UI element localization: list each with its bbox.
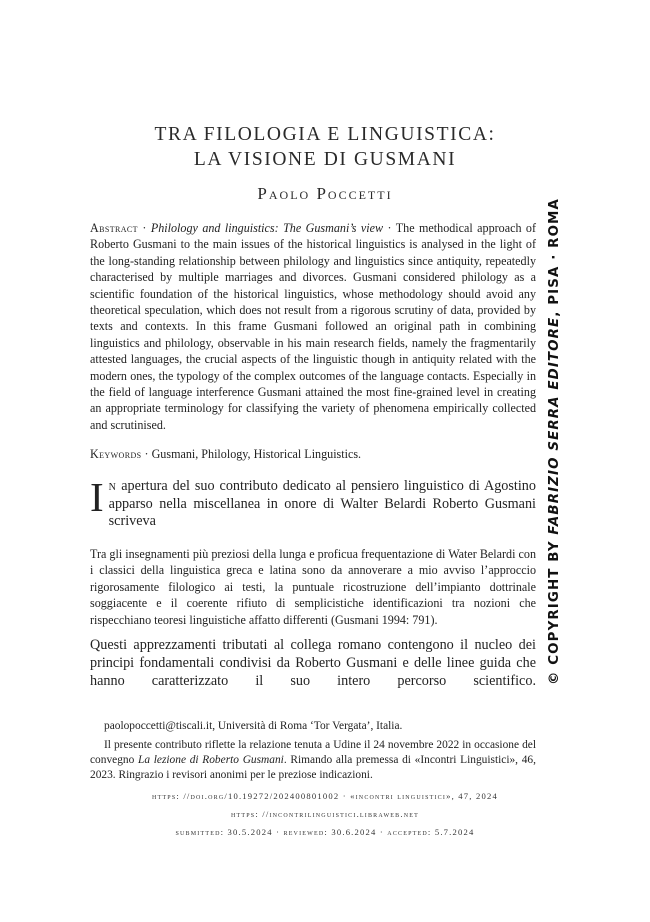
drop-cap: I — [90, 474, 104, 520]
footnote-2-text-a: Il presente contributo riflette la relazione tenuta a Udine il 24 novembre 2022 in occasione del convegno — [90, 739, 536, 766]
abstract-label: Abstract — [90, 221, 138, 235]
keywords — [90, 446, 536, 462]
abstract-separator-2: · — [383, 221, 396, 235]
journal-url: https: //incontrilinguistici.libraweb.net — [231, 809, 419, 819]
abstract-separator: · — [137, 221, 151, 235]
footnote-2-title: La lezione di Roberto Gusmani — [138, 754, 284, 766]
first-word-rest: n — [108, 478, 117, 494]
article-title — [0, 122, 650, 172]
copyright-publisher: FABRIZIO SERRA EDITORE — [547, 316, 562, 535]
footnote-acknowledgement — [90, 738, 536, 783]
abstract-text: The methodical approach of Roberto Gusmani to the main issues of the historical linguistics is analysed in the light of the long-standing relationship between philology and linguistics since antiquity, repeatedly characterised by multiple marriages and divorces. Gusmani considered philology as a scientific foundation of the historical linguistics, whose methodology should avoid any theoretical speculation, which does not result from a rigorous scrutiny of data, provided by texts and contexts. In this frame Gusmani followed an original path in combining linguistics and philology, observable in his main research fields, namely the fragmentarily attested languages, the crucial aspects of the linguistic though in antiquity related with the modern ones, the typology of the complex outcomes of the language contacts. Especially in the field of language interference Gusmani attained the most fine-grained level in creating an appropriate terminology for classifying the variety of phenomena empirically collected and scrutinised. — [90, 221, 537, 432]
paragraph-1-text: apertura del suo contributo dedicato al pensiero linguistico di Agostino apparso nella miscellanea in onore di Walter Belardi Roberto Gusmani scriveva — [108, 478, 536, 529]
abstract-heading: Philology and linguistics: The Gusmani’s view — [150, 221, 384, 235]
copyright-prefix: © COPYRIGHT BY — [547, 534, 562, 685]
keywords-label: Keywords — [90, 447, 142, 461]
author-name: Paolo Poccetti — [257, 184, 393, 203]
block-quote: Tra gli insegnamenti più preziosi della lunga e proficua frequentazione di Water Belardi con i classici della linguistica greca e latina sono da annoverare a mio avviso l’approccio rigorosamente filologico ai testi, la puntuale ricostruzione dell’impianto dottrinale soggiacente e il coerente rifiuto di semplicistiche identificazioni tra nozioni che rispecchiano teoresi linguistiche affatto differenti (Gusmani 1994: 791). — [90, 547, 536, 627]
copyright-notice — [545, 198, 565, 685]
doi-line: https: //doi.org/10.19272/202400801002 · «incontri linguistici», 47, 2024 — [152, 791, 498, 801]
keywords-text: Gusmani, Philology, Historical Linguistics. — [151, 447, 362, 461]
abstract — [90, 220, 536, 433]
title-line-1: TRA FILOLOGIA E LINGUISTICA: — [154, 124, 496, 145]
body-paragraph-2: Questi apprezzamenti tributati al collega romano contengono il nucleo dei principi fondamentali condivisi da Roberto Gusmani e delle linee guida che hanno caratterizzato il suo intero percorso scientifico. — [90, 637, 536, 689]
footnote-2-text-b: . Rimando alla premessa di «Incontri Linguistici», 46, 2023. Ringrazio i revisori anonimi per le preziose indicazioni. — [90, 754, 536, 781]
footnote-author-affiliation: paolopoccetti@tiscali.it, Università di Roma ‘Tor Vergata’, Italia. — [104, 720, 403, 732]
body-paragraph-1 — [90, 474, 536, 531]
title-line-2: LA VISIONE DI GUSMANI — [193, 149, 457, 170]
keywords-separator: · — [141, 447, 152, 461]
submission-dates: submitted: 30.5.2024 · reviewed: 30.6.2024 · accepted: 5.7.2024 — [175, 827, 475, 837]
copyright-suffix: , PISA · ROMA — [547, 198, 562, 317]
